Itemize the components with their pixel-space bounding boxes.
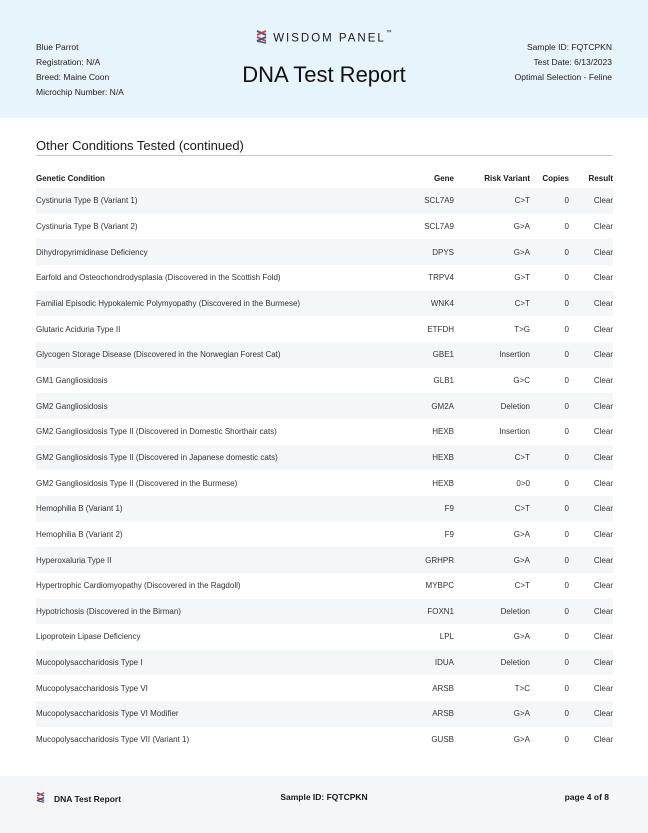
condition-cell: Hypotrichosis (Discovered in the Birman) bbox=[36, 606, 181, 616]
result-cell: Clear bbox=[593, 221, 613, 231]
table-header bbox=[36, 168, 613, 188]
copies-cell: 0 bbox=[564, 273, 569, 283]
result-cell: Clear bbox=[593, 247, 613, 257]
risk-variant-cell: C>T bbox=[514, 298, 530, 308]
result-cell: Clear bbox=[593, 375, 613, 385]
risk-variant-cell: Deletion bbox=[500, 606, 530, 616]
result-cell: Clear bbox=[593, 709, 613, 719]
table-row bbox=[36, 522, 613, 548]
report-title: DNA Test Report bbox=[242, 62, 406, 87]
copies-cell: 0 bbox=[564, 632, 569, 642]
column-header-result: Result bbox=[588, 173, 613, 183]
result-cell: Clear bbox=[593, 529, 613, 539]
conditions-table bbox=[36, 168, 613, 752]
condition-cell: GM2 Gangliosidosis bbox=[36, 401, 108, 411]
result-cell: Clear bbox=[593, 478, 613, 488]
column-header-gene: Gene bbox=[433, 173, 454, 183]
table-row bbox=[36, 393, 613, 419]
sample-id: Sample ID: FQTCPKN bbox=[526, 42, 612, 52]
gene-cell: SCL7A9 bbox=[424, 221, 454, 231]
condition-cell: GM2 Gangliosidosis Type II (Discovered in the Burmese) bbox=[36, 478, 238, 488]
copies-cell: 0 bbox=[564, 324, 569, 334]
risk-variant-cell: T>G bbox=[514, 324, 530, 334]
copies-cell: 0 bbox=[564, 504, 569, 514]
table-row bbox=[36, 573, 613, 599]
risk-variant-cell: G>A bbox=[513, 555, 530, 565]
gene-cell: IDUA bbox=[434, 658, 454, 668]
gene-cell: WNK4 bbox=[430, 298, 454, 308]
copies-cell: 0 bbox=[564, 350, 569, 360]
condition-cell: Lipoprotein Lipase Deficiency bbox=[36, 632, 141, 642]
gene-cell: LPL bbox=[439, 632, 454, 642]
condition-cell: Glycogen Storage Disease (Discovered in the Norwegian Forest Cat) bbox=[36, 350, 281, 360]
copies-cell: 0 bbox=[564, 683, 569, 693]
risk-variant-cell: Insertion bbox=[499, 427, 530, 437]
copies-cell: 0 bbox=[564, 247, 569, 257]
condition-cell: GM2 Gangliosidosis Type II (Discovered in Japanese domestic cats) bbox=[36, 452, 278, 462]
copies-cell: 0 bbox=[564, 196, 569, 206]
copies-cell: 0 bbox=[564, 709, 569, 719]
copies-cell: 0 bbox=[564, 452, 569, 462]
table-row bbox=[36, 316, 613, 342]
copies-cell: 0 bbox=[564, 375, 569, 385]
table-row bbox=[36, 291, 613, 317]
condition-cell: GM2 Gangliosidosis Type II (Discovered in Domestic Shorthair cats) bbox=[36, 427, 277, 437]
report-header bbox=[0, 0, 648, 118]
column-header-copies: Copies bbox=[542, 173, 569, 183]
brand-name: WISDOM PANEL bbox=[273, 32, 386, 45]
table-row bbox=[36, 470, 613, 496]
gene-cell: F9 bbox=[444, 529, 454, 539]
result-cell: Clear bbox=[593, 427, 613, 437]
risk-variant-cell: C>T bbox=[514, 196, 530, 206]
result-cell: Clear bbox=[593, 273, 613, 283]
gene-cell: DPYS bbox=[432, 247, 454, 257]
result-cell: Clear bbox=[593, 606, 613, 616]
gene-cell: ARSB bbox=[432, 683, 454, 693]
result-cell: Clear bbox=[593, 735, 613, 745]
column-header-risk-variant: Risk Variant bbox=[484, 173, 530, 183]
test-date: Test Date: 6/13/2023 bbox=[533, 57, 612, 67]
gene-cell: ETFDH bbox=[427, 324, 454, 334]
condition-cell: Glutaric Aciduria Type II bbox=[36, 324, 121, 334]
gene-cell: TRPV4 bbox=[428, 273, 454, 283]
table-row bbox=[36, 701, 613, 727]
condition-cell: Hypertrophic Cardiomyopathy (Discovered in the Ragdoll) bbox=[36, 581, 241, 591]
copies-cell: 0 bbox=[564, 401, 569, 411]
gene-cell: FOXN1 bbox=[427, 606, 454, 616]
result-cell: Clear bbox=[593, 658, 613, 668]
table-row bbox=[36, 368, 613, 394]
risk-variant-cell: G>A bbox=[513, 632, 530, 642]
copies-cell: 0 bbox=[564, 298, 569, 308]
table-row bbox=[36, 496, 613, 522]
risk-variant-cell: G>T bbox=[514, 273, 530, 283]
copies-cell: 0 bbox=[564, 427, 569, 437]
trademark: ™ bbox=[385, 30, 392, 36]
risk-variant-cell: G>A bbox=[513, 735, 530, 745]
copies-cell: 0 bbox=[564, 581, 569, 591]
section-title: Other Conditions Tested (continued) bbox=[36, 138, 244, 153]
gene-cell: ARSB bbox=[432, 709, 454, 719]
gene-cell: F9 bbox=[444, 504, 454, 514]
result-cell: Clear bbox=[593, 452, 613, 462]
risk-variant-cell: C>T bbox=[514, 581, 530, 591]
copies-cell: 0 bbox=[564, 221, 569, 231]
registration: Registration: N/A bbox=[36, 57, 101, 67]
table-row bbox=[36, 419, 613, 445]
table-row bbox=[36, 188, 613, 214]
footer-page-number: page 4 of 8 bbox=[564, 792, 609, 802]
result-cell: Clear bbox=[593, 350, 613, 360]
table-row bbox=[36, 342, 613, 368]
risk-variant-cell: G>A bbox=[513, 709, 530, 719]
risk-variant-cell: 0>0 bbox=[516, 478, 530, 488]
wisdom-panel-logo-icon bbox=[256, 30, 267, 47]
table-row bbox=[36, 265, 613, 291]
table-row bbox=[36, 445, 613, 471]
table-row bbox=[36, 547, 613, 573]
report-footer bbox=[0, 776, 648, 833]
table-row bbox=[36, 214, 613, 240]
copies-cell: 0 bbox=[564, 478, 569, 488]
risk-variant-cell: Deletion bbox=[500, 658, 530, 668]
condition-cell: Hyperoxaluria Type II bbox=[36, 555, 112, 565]
condition-cell: Hemophilia B (Variant 2) bbox=[36, 529, 123, 539]
risk-variant-cell: Insertion bbox=[499, 350, 530, 360]
table-row bbox=[36, 727, 613, 753]
copies-cell: 0 bbox=[564, 606, 569, 616]
copies-cell: 0 bbox=[564, 735, 569, 745]
risk-variant-cell: G>A bbox=[513, 529, 530, 539]
result-cell: Clear bbox=[593, 632, 613, 642]
result-cell: Clear bbox=[593, 298, 613, 308]
condition-cell: Dihydropyrimidinase Deficiency bbox=[36, 247, 148, 257]
table-row bbox=[36, 239, 613, 265]
table-row bbox=[36, 624, 613, 650]
sample-info bbox=[515, 40, 612, 85]
footer-sample-id: Sample ID: FQTCPKN bbox=[280, 792, 368, 802]
table-body bbox=[36, 188, 613, 752]
copies-cell: 0 bbox=[564, 658, 569, 668]
condition-cell: GM1 Gangliosidosis bbox=[36, 375, 108, 385]
condition-cell: Familial Episodic Hypokalemic Polymyopathy (Discovered in the Burmese) bbox=[36, 298, 301, 308]
result-cell: Clear bbox=[593, 324, 613, 334]
condition-cell: Mucopolysaccharidosis Type VII (Variant 1) bbox=[36, 735, 190, 745]
result-cell: Clear bbox=[593, 683, 613, 693]
risk-variant-cell: G>A bbox=[513, 247, 530, 257]
risk-variant-cell: Deletion bbox=[500, 401, 530, 411]
pet-name: Blue Parrot bbox=[36, 42, 79, 52]
result-cell: Clear bbox=[593, 196, 613, 206]
section-divider bbox=[36, 155, 613, 156]
risk-variant-cell: G>C bbox=[513, 375, 530, 385]
gene-cell: MYBPC bbox=[425, 581, 454, 591]
result-cell: Clear bbox=[593, 555, 613, 565]
table-row bbox=[36, 599, 613, 625]
table-row bbox=[36, 650, 613, 676]
table-row bbox=[36, 675, 613, 701]
condition-cell: Mucopolysaccharidosis Type I bbox=[36, 658, 143, 668]
condition-cell: Mucopolysaccharidosis Type VI bbox=[36, 683, 148, 693]
gene-cell: HEXB bbox=[432, 478, 454, 488]
gene-cell: GRHPR bbox=[425, 555, 454, 565]
result-cell: Clear bbox=[593, 581, 613, 591]
copies-cell: 0 bbox=[564, 529, 569, 539]
gene-cell: GBE1 bbox=[432, 350, 454, 360]
risk-variant-cell: C>T bbox=[514, 452, 530, 462]
condition-cell: Mucopolysaccharidosis Type VI Modifier bbox=[36, 709, 179, 719]
gene-cell: GM2A bbox=[431, 401, 454, 411]
test-product: Optimal Selection - Feline bbox=[514, 72, 612, 82]
footer-report-label: DNA Test Report bbox=[54, 793, 122, 804]
risk-variant-cell: G>A bbox=[513, 221, 530, 231]
result-cell: Clear bbox=[593, 401, 613, 411]
gene-cell: SCL7A9 bbox=[424, 196, 454, 206]
condition-cell: Earfold and Osteochondrodysplasia (Discovered in the Scottish Fold) bbox=[36, 273, 281, 283]
risk-variant-cell: C>T bbox=[514, 504, 530, 514]
copies-cell: 0 bbox=[564, 555, 569, 565]
gene-cell: GUSB bbox=[431, 735, 454, 745]
gene-cell: HEXB bbox=[432, 452, 454, 462]
condition-cell: Cystinuria Type B (Variant 1) bbox=[36, 196, 138, 206]
column-header-condition: Genetic Condition bbox=[36, 173, 105, 183]
condition-cell: Cystinuria Type B (Variant 2) bbox=[36, 221, 138, 231]
condition-cell: Hemophilia B (Variant 1) bbox=[36, 504, 123, 514]
gene-cell: HEXB bbox=[432, 427, 454, 437]
gene-cell: GLB1 bbox=[433, 375, 454, 385]
result-cell: Clear bbox=[593, 504, 613, 514]
risk-variant-cell: T>C bbox=[514, 683, 530, 693]
breed: Breed: Maine Coon bbox=[36, 72, 110, 82]
microchip-number: Microchip Number: N/A bbox=[36, 87, 124, 97]
